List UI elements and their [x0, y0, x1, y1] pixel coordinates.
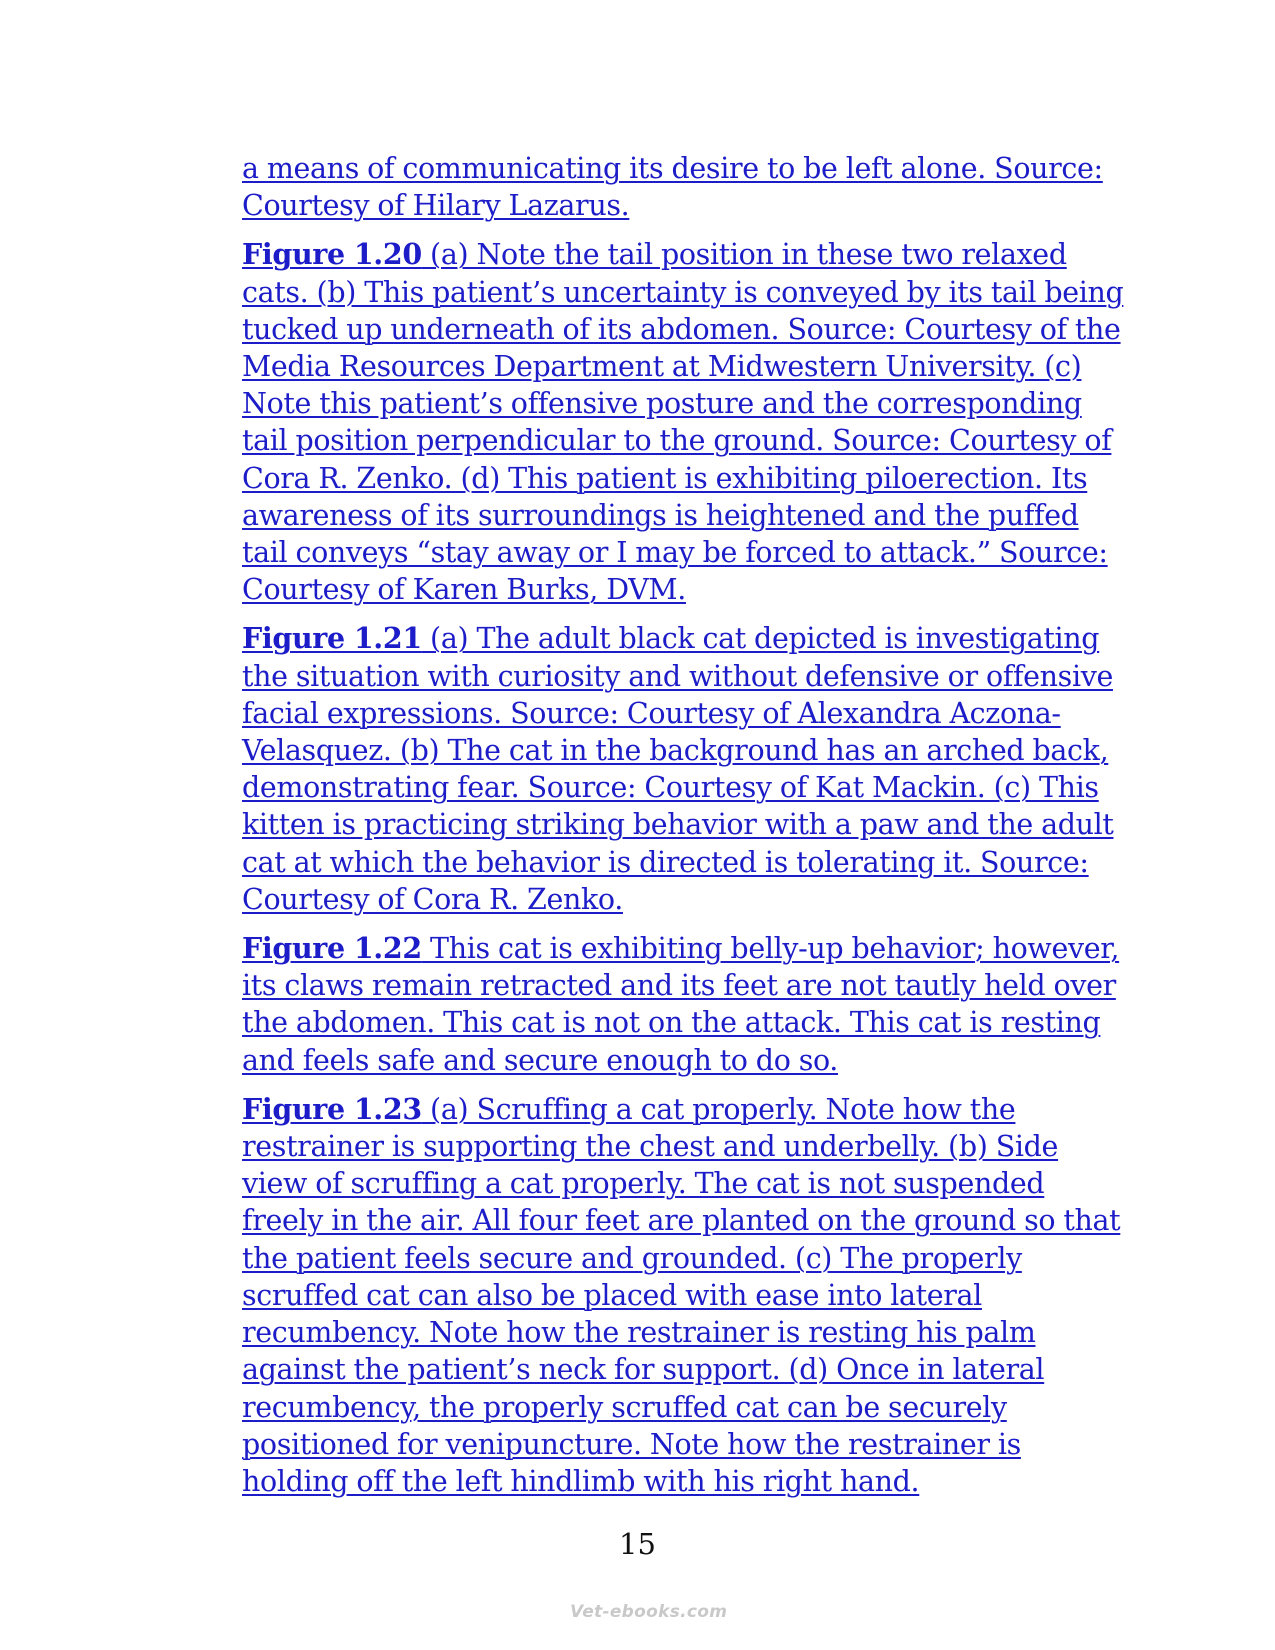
figure-1-22-link[interactable]: [242, 932, 1119, 1077]
figure-1-20-link[interactable]: [242, 238, 1123, 606]
caption-text: a means of communicating its desire to be left alone. Source: Courtesy of Hilary Lazarus.: [242, 152, 1103, 223]
caption-continued: [242, 150, 1127, 224]
figure-captions: [242, 150, 1127, 1512]
figure-label: Figure 1.20: [242, 237, 422, 272]
caption-figure-1-21: [242, 620, 1127, 918]
figure-1-23-link[interactable]: [242, 1093, 1120, 1498]
page-number: 15: [619, 1527, 656, 1561]
caption-continued-link[interactable]: [242, 152, 1103, 222]
figure-1-21-link[interactable]: [242, 622, 1113, 915]
caption-figure-1-23: [242, 1091, 1127, 1500]
caption-text: This cat is exhibiting belly-up behavior; however, its claws remain retracted and its feet are not tautly held over the abdomen. This cat is not on the attack. This cat is resting and feels safe and secure enough to do so.: [242, 932, 1120, 1077]
caption-figure-1-22: [242, 930, 1127, 1079]
caption-text: (a) Note the tail position in these two relaxed cats. (b) This patient’s uncertainty is conveyed by its tail being tucked up underneath of its abdomen. Source: Courtesy of the Media Resources Department at Midwestern University. (c) Note this patient’s offensive posture and the corresponding tail position perpendicular to the ground. Source: Courtesy of Cora R. Zenko. (d) This patient is exhibiting piloerection. Its awareness of its surroundings is heightened and the puffed tail conveys “stay away or I may be forced to attack.” Source: Courtesy of Karen Burks, DVM.: [242, 238, 1124, 607]
caption-text: (a) The adult black cat depicted is investigating the situation with curiosity and without defensive or offensive facial expressions. Source: Courtesy of Alexandra Aczona-Velasquez. (b) The cat in the background has an arched back, demonstrating fear. Source: Courtesy of Kat Mackin. (c) This kitten is practicing striking behavior with a paw and the adult cat at which the behavior is directed is tolerating it. Source: Courtesy of Cora R. Zenko.: [242, 622, 1114, 916]
figure-label: Figure 1.21: [242, 621, 422, 656]
caption-text: (a) Scruffing a cat properly. Note how the restrainer is supporting the chest and underbelly. (b) Side view of scruffing a cat properly. The cat is not suspended freely in the air. All four feet are planted on the ground so that the patient feels secure and grounded. (c) The properly scruffed cat can also be placed with ease into lateral recumbency. Note how the restrainer is resting his palm against the patient’s neck for support. (d) Once in lateral recumbency, the properly scruffed cat can be securely positioned for venipuncture. Note how the restrainer is holding off the left hindlimb with his right hand.: [242, 1092, 1121, 1498]
figure-label: Figure 1.23: [242, 1091, 422, 1126]
figure-label: Figure 1.22: [242, 931, 422, 966]
watermark-logo: Vet-ebooks.com: [570, 1602, 728, 1622]
caption-figure-1-20: [242, 236, 1127, 608]
